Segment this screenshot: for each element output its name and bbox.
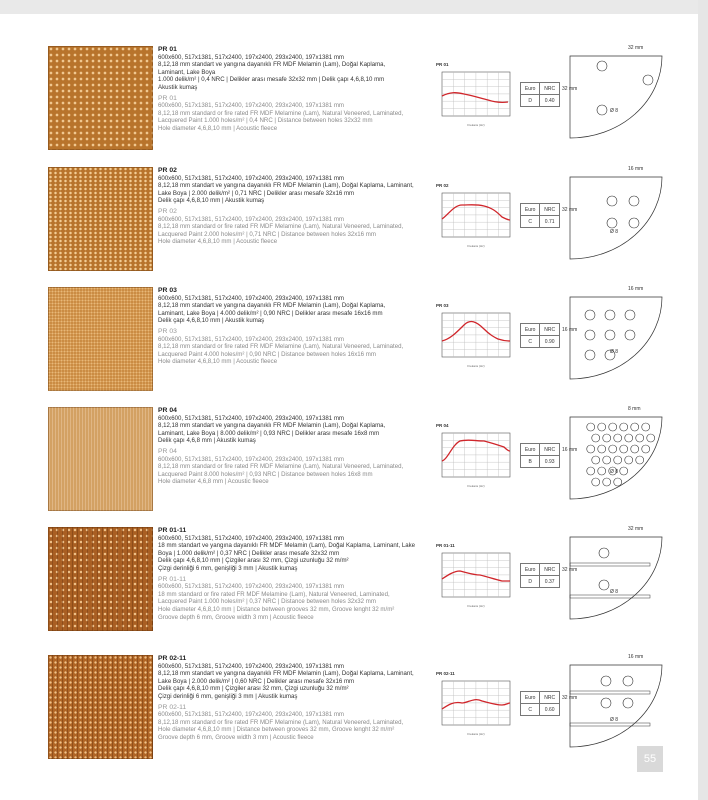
chart-x-axis-label: Frekans (Hz) (467, 484, 485, 488)
product-description (158, 46, 430, 133)
text-line: 8,12,18 mm standard or fire rated FR MDF Melamine (Lam), Natural Veneered, Laminated, (158, 109, 404, 117)
euro-class-value: B (521, 456, 540, 468)
product-code-en: PR 01 (158, 94, 177, 102)
text-line: Hole diameter 4,6,8,10 mm | Distance between grooves 32 mm, Groove lenght 32 m/m² (158, 726, 395, 734)
hole-circle (598, 423, 606, 431)
absorption-chart (436, 303, 516, 383)
text-line: Laminant, Lake Boya | 8.000 delik/m² | 0,93 NRC | Delikler arası mesafe 16x8 mm (158, 429, 380, 437)
text-line: 600x600, 517x1381, 517x2400, 197x2400, 293x2400, 197x1381 mm (158, 215, 345, 223)
rating-table (520, 82, 560, 107)
hole-circle (598, 467, 606, 475)
dimension-vertical-label: 32 mm (562, 567, 578, 573)
hole-circle (597, 61, 607, 71)
description-english (158, 704, 430, 742)
hole-circle (647, 434, 655, 442)
chart-title: PR 02-11 (436, 671, 455, 676)
chart-title: PR 04 (436, 423, 449, 428)
dimension-horizontal-label: 32 mm (628, 526, 644, 532)
rating-table (520, 443, 560, 468)
product-description (158, 407, 430, 486)
text-line: Boya | 1.000 delik/m² | 0,37 NRC | Delikler arası mesafe 32x32 mm (158, 549, 340, 557)
table-header-nrc: NRC (540, 83, 560, 95)
product-block-pr03 (0, 287, 708, 397)
hole-circle (614, 478, 622, 486)
text-line: Groove depth 6 mm, Groove width 3 mm | Acoustic fleece (158, 613, 314, 621)
nrc-value: 0.71 (540, 216, 560, 228)
text-line: Groove depth 6 mm, Groove width 3 mm | Acoustic fleece (158, 733, 314, 741)
dimension-horizontal-label: 16 mm (628, 166, 644, 172)
product-code-en: PR 04 (158, 447, 177, 455)
hole-circle (599, 580, 609, 590)
table-header-nrc: NRC (540, 324, 560, 336)
text-line: 18 mm standart ve yangına dayanıklı FR MDF Melamin (Lam), Doğal Kaplama, Laminant, Lake (158, 542, 416, 550)
text-line: Lake Boya | 2.000 delik/m² | 0,60 NRC | Delikler arası mesafe 32x16 mm (158, 677, 355, 685)
panel-swatch-image (48, 46, 153, 150)
text-line: Delik çapı 4,6,8,10 mm | Akustik kumaş (158, 317, 265, 325)
description-turkish (158, 54, 430, 92)
description-turkish (158, 295, 430, 325)
hole-circle (597, 105, 607, 115)
text-line: 1.000 delik/m² | 0,4 NRC | Delikler arası mesafe 32x32 mm | Delik çapı 4,6,8,10 mm (158, 76, 385, 84)
hole-circle (629, 218, 639, 228)
nrc-value: 0.40 (540, 95, 560, 107)
hole-circle (592, 434, 600, 442)
rating-table (520, 563, 560, 588)
hole-diameter-label: Ø 8 (610, 589, 619, 595)
hole-circle (636, 434, 644, 442)
table-header-nrc: NRC (540, 564, 560, 576)
text-line: 600x600, 517x1381, 517x2400, 197x2400, 293x2400, 197x1381 mm (158, 335, 345, 343)
dimension-horizontal-label: 8 mm (628, 406, 641, 412)
chart-plot (436, 70, 516, 134)
hole-circle (603, 456, 611, 464)
text-line: 600x600, 517x1381, 517x2400, 197x2400, 293x2400, 197x1381 mm (158, 583, 345, 591)
description-english (158, 328, 430, 366)
product-description (158, 167, 430, 246)
product-description (158, 287, 430, 366)
chart-x-axis-label: Frekans (Hz) (467, 604, 485, 608)
description-turkish (158, 175, 430, 205)
absorption-chart (436, 62, 516, 142)
product-code-en: PR 02 (158, 207, 177, 215)
hole-circle (625, 310, 635, 320)
description-english (158, 448, 430, 486)
chart-x-axis-label: Frekans (Hz) (467, 123, 485, 127)
product-block-pr02 (0, 167, 708, 277)
panel-corner-outline (570, 297, 662, 379)
text-line: Çizgi derinliği 6 mm, genişliği 3 mm | Akustik kumaş (158, 564, 298, 572)
hole-circle (585, 330, 595, 340)
table-header-euro: Euro (521, 564, 540, 576)
hole-circle (605, 310, 615, 320)
text-line: Lacquered Paint 1.000 holes/m² | 0,37 NRC | Distance between holes 32x32 mm (158, 598, 376, 606)
euro-class-value: D (521, 95, 540, 107)
chart-title: PR 01-11 (436, 543, 455, 548)
text-line: Laminant, Lake Boya | 4.000 delik/m² | 0,90 NRC | Delikler arası mesafe 16x16 mm (158, 309, 383, 317)
text-line: Hole diameter 4,6,8,10 mm | Acoustic fleece (158, 358, 278, 366)
hole-circle (585, 310, 595, 320)
product-code-en: PR 02-11 (158, 703, 187, 711)
hole-spacing-diagram (562, 279, 672, 391)
text-line: 8,12,18 mm standard or fire rated FR MDF Melamine (Lam), Natural Veneered, Laminated, (158, 343, 404, 351)
hole-spacing-diagram (562, 159, 672, 271)
description-english (158, 576, 430, 622)
chart-title: PR 02 (436, 183, 449, 188)
dimension-horizontal-label: 16 mm (628, 286, 644, 292)
hole-circle (620, 467, 628, 475)
text-line: Hole diameter 4,6,8,10 mm | Acoustic fleece (158, 124, 278, 132)
nrc-value: 0.60 (540, 704, 560, 716)
panel-swatch-image (48, 407, 153, 511)
hole-circle (587, 423, 595, 431)
chart-x-axis-label: Frekans (Hz) (467, 364, 485, 368)
product-description (158, 527, 430, 621)
hole-circle (642, 445, 650, 453)
nrc-value: 0.90 (540, 336, 560, 348)
hole-circle (629, 196, 639, 206)
table-header-euro: Euro (521, 692, 540, 704)
hole-diameter-label: Ø 8 (610, 229, 619, 235)
chart-plot (436, 311, 516, 375)
product-code: PR 04 (158, 407, 177, 414)
hole-circle (592, 478, 600, 486)
text-line: 600x600, 517x1381, 517x2400, 197x2400, 293x2400, 197x1381 mm (158, 102, 345, 110)
text-line: Akustik kumaş (158, 83, 198, 91)
hole-circle (609, 445, 617, 453)
description-turkish (158, 535, 430, 573)
rating-table (520, 691, 560, 716)
text-line: 8,12,18 mm standart ve yangına dayanıklı FR MDF Melamin (Lam), Doğal Kaplama, Laminant, (158, 670, 414, 678)
table-header-euro: Euro (521, 83, 540, 95)
hole-circle (605, 330, 615, 340)
product-code: PR 02 (158, 167, 177, 174)
groove-line (570, 723, 650, 726)
hole-diameter-label: Ø 8 (610, 469, 619, 475)
dimension-vertical-label: 16 mm (562, 447, 578, 453)
hole-circle (623, 698, 633, 708)
hole-circle (587, 467, 595, 475)
description-english (158, 95, 430, 133)
hole-circle (592, 456, 600, 464)
dimension-vertical-label: 32 mm (562, 207, 578, 213)
description-turkish (158, 415, 430, 445)
text-line: 600x600, 517x1381, 517x2400, 197x2400, 293x2400, 197x1381 mm (158, 534, 345, 542)
chart-title: PR 03 (436, 303, 449, 308)
panel-swatch-image (48, 655, 153, 759)
description-turkish (158, 663, 430, 701)
hole-circle (587, 445, 595, 453)
euro-class-value: C (521, 704, 540, 716)
text-line: Hole diameter 4,6,8,10 mm | Distance between grooves 32 mm, Groove lenght 32 m/m² (158, 605, 395, 613)
dimension-vertical-label: 32 mm (562, 86, 578, 92)
rating-table (520, 203, 560, 228)
panel-corner-outline (570, 537, 662, 619)
hole-diameter-label: Ø 8 (610, 108, 619, 114)
text-line: 600x600, 517x1381, 517x2400, 197x2400, 293x2400, 197x1381 mm (158, 174, 345, 182)
absorption-chart (436, 183, 516, 263)
hole-circle (607, 196, 617, 206)
text-line: Delik çapı 4,6,8,10 mm | Çizgiler arası 32 mm, Çizgi uzunluğu 32 m/m² (158, 557, 349, 565)
hole-circle (623, 676, 633, 686)
hole-circle (643, 75, 653, 85)
table-header-nrc: NRC (540, 204, 560, 216)
hole-spacing-diagram (562, 647, 672, 759)
text-line: Delik çapı 4,6,8,10 mm | Çizgiler arası 32 mm, Çizgi uzunluğu 32 m/m² (158, 685, 349, 693)
text-line: 600x600, 517x1381, 517x2400, 197x2400, 293x2400, 197x1381 mm (158, 414, 345, 422)
chart-x-axis-label: Frekans (Hz) (467, 732, 485, 736)
dimension-vertical-label: 32 mm (562, 695, 578, 701)
hole-circle (598, 445, 606, 453)
hole-circle (631, 423, 639, 431)
text-line: 8,12,18 mm standart ve yangına dayanıklı FR MDF Melamin (Lam), Doğal Kaplama, Laminant, (158, 182, 414, 190)
chart-plot (436, 431, 516, 495)
groove-line (570, 691, 650, 694)
groove-line (570, 563, 650, 566)
hole-circle (625, 434, 633, 442)
text-line: Laminant, Lake Boya (158, 68, 216, 76)
absorption-chart (436, 543, 516, 623)
euro-class-value: D (521, 576, 540, 588)
panel-swatch-image (48, 527, 153, 631)
hole-circle (625, 330, 635, 340)
product-code-en: PR 03 (158, 327, 177, 335)
panel-corner-outline (570, 177, 662, 259)
hole-circle (614, 434, 622, 442)
product-code: PR 01-11 (158, 527, 187, 534)
dimension-horizontal-label: 32 mm (628, 45, 644, 51)
hole-spacing-diagram (562, 399, 672, 511)
hole-diameter-label: Ø 8 (610, 717, 619, 723)
dimension-horizontal-label: 16 mm (628, 654, 644, 660)
hole-circle (603, 478, 611, 486)
hole-circle (620, 445, 628, 453)
hole-circle (601, 698, 611, 708)
text-line: Delik çapı 4,6,8,10 mm | Akustik kumaş (158, 197, 265, 205)
product-code-en: PR 01-11 (158, 575, 187, 583)
text-line: 600x600, 517x1381, 517x2400, 197x2400, 293x2400, 197x1381 mm (158, 294, 345, 302)
absorption-chart (436, 423, 516, 503)
hole-circle (631, 445, 639, 453)
product-block-pr01 (0, 46, 708, 156)
chart-plot (436, 551, 516, 615)
groove-line (570, 595, 650, 598)
text-line: Lacquered Paint 8.000 holes/m² | 0,93 NRC | Distance between holes 16x8 mm (158, 470, 373, 478)
text-line: 8,12,18 mm standart ve yangına dayanıklı FR MDF Melamin (Lam), Doğal Kaplama, (158, 302, 386, 310)
product-block-pr01-11 (0, 527, 708, 637)
panel-swatch-image (48, 167, 153, 271)
product-block-pr04 (0, 407, 708, 517)
text-line: 8,12,18 mm standard or fire rated FR MDF Melamine (Lam), Natural Veneered, Laminated, (158, 463, 404, 471)
product-code: PR 01 (158, 46, 177, 53)
product-code: PR 02-11 (158, 655, 187, 662)
description-english (158, 208, 430, 246)
hole-circle (601, 676, 611, 686)
hole-circle (636, 456, 644, 464)
chart-plot (436, 191, 516, 255)
product-block-pr02-11 (0, 655, 708, 765)
table-header-euro: Euro (521, 444, 540, 456)
text-line: 8,12,18 mm standart ve yangına dayanıklı FR MDF Melamin (Lam), Doğal Kaplama, (158, 422, 386, 430)
hole-circle (614, 456, 622, 464)
hole-circle (603, 434, 611, 442)
hole-circle (642, 423, 650, 431)
euro-class-value: C (521, 216, 540, 228)
text-line: 600x600, 517x1381, 517x2400, 197x2400, 293x2400, 197x1381 mm (158, 711, 345, 719)
rating-table (520, 323, 560, 348)
text-line: 8,12,18 mm standard or fire rated FR MDF Melamine (Lam), Natural Veneered, Laminated, (158, 223, 404, 231)
page-number: 55 (637, 746, 663, 772)
text-line: Hole diameter 4,6,8 mm | Acoustic fleece (158, 478, 269, 486)
table-header-nrc: NRC (540, 692, 560, 704)
text-line: 8,12,18 mm standard or fire rated FR MDF Melamine (Lam), Natural Veneered, Laminated, (158, 718, 404, 726)
chart-x-axis-label: Frekans (Hz) (467, 244, 485, 248)
text-line: 18 mm standard or fire rated FR MDF Melamine (Lam), Natural Veneered, Laminated, (158, 590, 390, 598)
hole-circle (625, 456, 633, 464)
nrc-value: 0.37 (540, 576, 560, 588)
nrc-value: 0.93 (540, 456, 560, 468)
hole-spacing-diagram (562, 38, 672, 150)
euro-class-value: C (521, 336, 540, 348)
chart-plot (436, 679, 516, 743)
panel-corner-outline (570, 665, 662, 747)
table-header-nrc: NRC (540, 444, 560, 456)
page-top-edge (0, 0, 708, 14)
table-header-euro: Euro (521, 324, 540, 336)
product-description (158, 655, 430, 742)
chart-title: PR 01 (436, 62, 449, 67)
text-line: Lake Boya | 2.000 delik/m² | 0,71 NRC | Delikler arası mesafe 32x16 mm (158, 189, 355, 197)
panel-swatch-image (48, 287, 153, 391)
absorption-chart (436, 671, 516, 751)
hole-circle (620, 423, 628, 431)
text-line: Lacquered Paint 4.000 holes/m² | 0,90 NRC | Distance between holes 16x16 mm (158, 350, 376, 358)
text-line: Delik çapı 4,6,8 mm | Akustik kumaş (158, 437, 256, 445)
text-line: Çizgi derinliği 6 mm, genişliği 3 mm | Akustik kumaş (158, 692, 298, 700)
hole-spacing-diagram (562, 519, 672, 631)
product-code: PR 03 (158, 287, 177, 294)
text-line: Lacquered Paint 1.000 holes/m² | 0,4 NRC | Distance between holes 32x32 mm (158, 117, 373, 125)
text-line: Lacquered Paint 2.000 holes/m² | 0,71 NRC | Distance between holes 32x16 mm (158, 230, 376, 238)
hole-circle (607, 218, 617, 228)
hole-circle (585, 350, 595, 360)
hole-diameter-label: Ø 8 (610, 349, 619, 355)
text-line: 8,12,18 mm standart ve yangına dayanıklı FR MDF Melamin (Lam), Doğal Kaplama, (158, 61, 386, 69)
text-line: Hole diameter 4,6,8,10 mm | Acoustic fleece (158, 238, 278, 246)
text-line: 600x600, 517x1381, 517x2400, 197x2400, 293x2400, 197x1381 mm (158, 662, 345, 670)
absorption-curve (442, 93, 508, 103)
hole-circle (609, 423, 617, 431)
hole-circle (599, 548, 609, 558)
table-header-euro: Euro (521, 204, 540, 216)
panel-corner-outline (570, 56, 662, 138)
text-line: 600x600, 517x1381, 517x2400, 197x2400, 293x2400, 197x1381 mm (158, 455, 345, 463)
text-line: 600x600, 517x1381, 517x2400, 197x2400, 293x2400, 197x1381 mm (158, 53, 345, 61)
dimension-vertical-label: 16 mm (562, 327, 578, 333)
